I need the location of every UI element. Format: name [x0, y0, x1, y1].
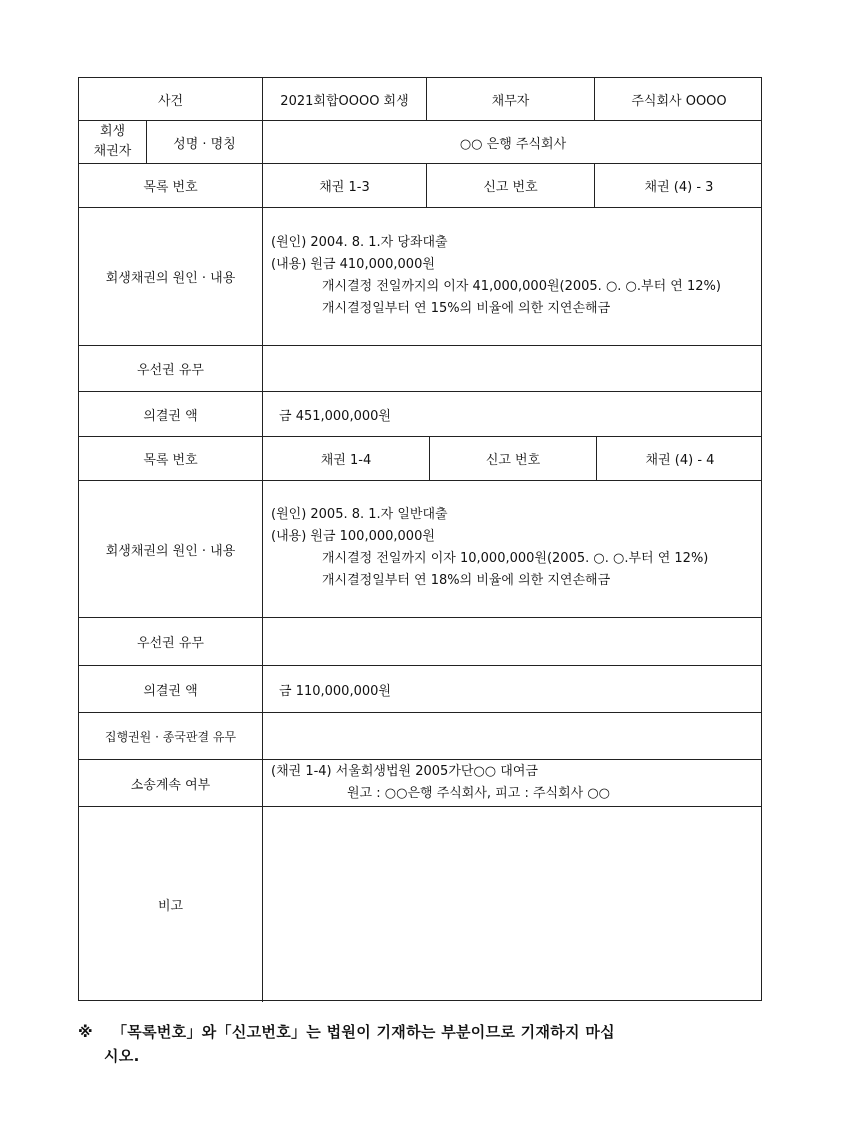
claim-cause-content: [263, 208, 763, 345]
case-row: [79, 78, 761, 121]
footnote: [78, 1020, 768, 1068]
list-number-label: 목록 번호: [79, 437, 263, 480]
priority-label: 우선권 유무: [79, 618, 263, 665]
litigation-row: [79, 760, 761, 807]
creditor-name-value: ○○ 은행 주식회사: [459, 136, 567, 152]
vote-amount-row: [79, 666, 761, 713]
claim-cause-content: [263, 481, 763, 617]
report-number-label: 신고 번호: [430, 437, 597, 480]
claim-form-table: [78, 77, 762, 1001]
claim-cause-line: 개시결정 전일까지의 이자 41,000,000원(2005. ○. ○.부터 연 12%): [322, 279, 721, 294]
vote-amount-label: 의결권 액: [79, 392, 263, 436]
debtor-label: 채무자: [427, 78, 595, 120]
priority-label: 우선권 유무: [79, 346, 263, 391]
creditor-label-line2: 채권자: [93, 144, 132, 159]
vote-amount-value: 금 451,000,000원: [279, 408, 391, 424]
vote-amount-row: [79, 392, 761, 437]
remarks-row: [79, 807, 761, 1002]
case-value: 2021회합OOOO 회생: [263, 78, 427, 120]
debtor-value: 주식회사 OOOO: [631, 93, 727, 109]
claim-cause-line: (내용) 원금 100,000,000원: [271, 529, 435, 544]
litigation-line: (채권 1-4) 서울회생법원 2005가단○○ 대여금: [271, 764, 538, 779]
litigation-line: 원고 : ○○은행 주식회사, 피고 : 주식회사 ○○: [347, 786, 611, 801]
creditor-label-line1: 회생: [99, 124, 126, 139]
claim-cause-row: [79, 208, 761, 346]
priority-value[interactable]: [263, 618, 763, 665]
priority-value[interactable]: [263, 346, 763, 391]
litigation-label: 소송계속 여부: [79, 760, 263, 806]
report-number-value: 채권 (4) - 3: [644, 180, 714, 195]
list-number-value: 채권 1-3: [263, 164, 427, 207]
claim-cause-line: 개시결정 전일까지 이자 10,000,000원(2005. ○. ○.부터 연 12%): [322, 551, 709, 566]
report-number-value: 채권 (4) - 4: [645, 453, 715, 468]
vote-amount-label: 의결권 액: [79, 666, 263, 712]
list-number-value: 채권 1-4: [263, 437, 430, 480]
list-number-row: [79, 437, 761, 481]
execution-label: 집행권원 · 종국판결 유무: [79, 713, 263, 759]
creditor-name-label: 성명 · 명칭: [147, 121, 263, 163]
priority-row: [79, 618, 761, 666]
claim-cause-line: (원인) 2004. 8. 1.자 당좌대출: [271, 235, 448, 250]
claim-cause-label: 회생채권의 원인 · 내용: [79, 208, 263, 345]
claim-cause-row: [79, 481, 761, 618]
priority-row: [79, 346, 761, 392]
claim-cause-line: 개시결정일부터 연 18%의 비율에 의한 지연손해금: [322, 573, 611, 588]
report-number-label: 신고 번호: [427, 164, 595, 207]
footnote-line1: 「목록번호」와「신고번호」는 법원이 기재하는 부분이므로 기재하지 마십: [112, 1023, 615, 1041]
list-number-label: 목록 번호: [79, 164, 263, 207]
claim-cause-line: (원인) 2005. 8. 1.자 일반대출: [271, 507, 448, 522]
execution-row: [79, 713, 761, 760]
footnote-line2: 시오.: [104, 1047, 140, 1065]
remarks-label: 비고: [79, 807, 263, 1002]
remarks-value[interactable]: [263, 807, 763, 1002]
vote-amount-value: 금 110,000,000원: [279, 683, 391, 699]
case-label: 사건: [79, 78, 263, 120]
claim-cause-line: (내용) 원금 410,000,000원: [271, 257, 435, 272]
creditor-label: [79, 121, 147, 163]
creditor-row: [79, 121, 761, 164]
litigation-content: [263, 760, 763, 806]
reference-mark: ※: [78, 1023, 93, 1041]
execution-value[interactable]: [263, 713, 763, 759]
claim-cause-line: 개시결정일부터 연 15%의 비율에 의한 지연손해금: [322, 301, 611, 316]
claim-cause-label: 회생채권의 원인 · 내용: [79, 481, 263, 617]
list-number-row: [79, 164, 761, 208]
